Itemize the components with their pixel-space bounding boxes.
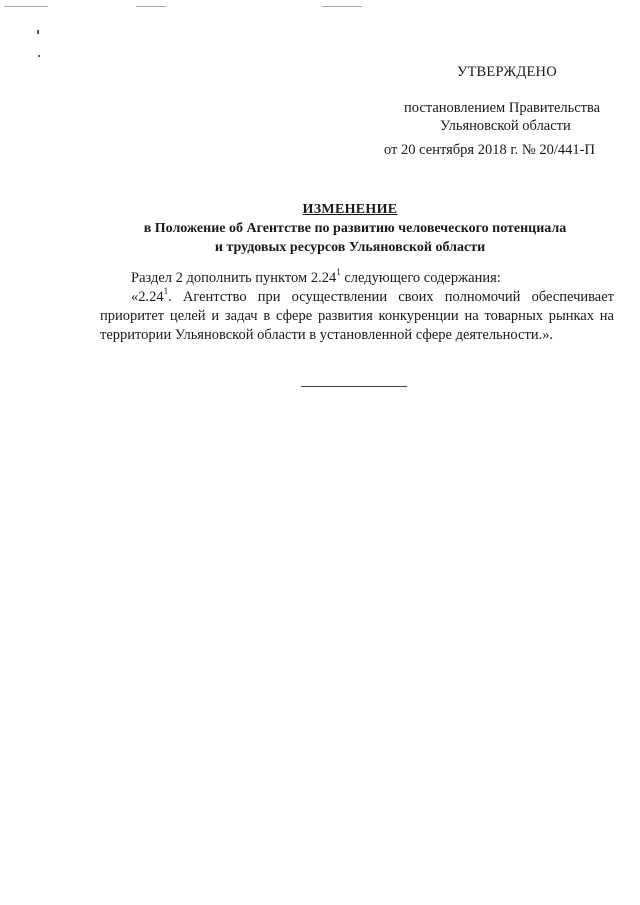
amendment-superscript: 1 xyxy=(163,286,169,297)
document-title: ИЗМЕНЕНИЕ xyxy=(302,202,398,217)
approval-issuer-line2: Ульяновской области xyxy=(440,118,571,134)
amendment-number: «2.24 xyxy=(131,289,164,305)
intro-text: Раздел 2 дополнить пунктом 2.24 xyxy=(131,270,337,286)
document-heading xyxy=(0,200,640,257)
document-body xyxy=(100,269,614,345)
approval-title: УТВЕРЖДЕНО xyxy=(457,64,557,80)
body-paragraph-amendment xyxy=(100,288,614,345)
intro-text-suffix: следующего содержания: xyxy=(340,270,501,286)
end-divider-line xyxy=(301,386,407,387)
body-paragraph-intro xyxy=(100,269,614,288)
intro-superscript: 1 xyxy=(336,267,341,278)
approval-issuer-line1: постановлением Правительства xyxy=(404,100,601,116)
amendment-text: . Агентство при осуществлении своих полномочий обеспечивает приоритет целей и задач в сфере развития конкуренции на товарных рынках на территории Ульяновской области в установленной сфере деятельности.». xyxy=(100,289,614,343)
approval-date-number: от 20 сентября 2018 г. № 20/441-П xyxy=(384,142,595,158)
document-subtitle-line2: и трудовых ресурсов Ульяновской области xyxy=(214,240,486,255)
document-subtitle-line1: в Положение об Агентстве по развитию человеческого потенциала xyxy=(143,221,567,236)
approval-block xyxy=(0,0,640,170)
